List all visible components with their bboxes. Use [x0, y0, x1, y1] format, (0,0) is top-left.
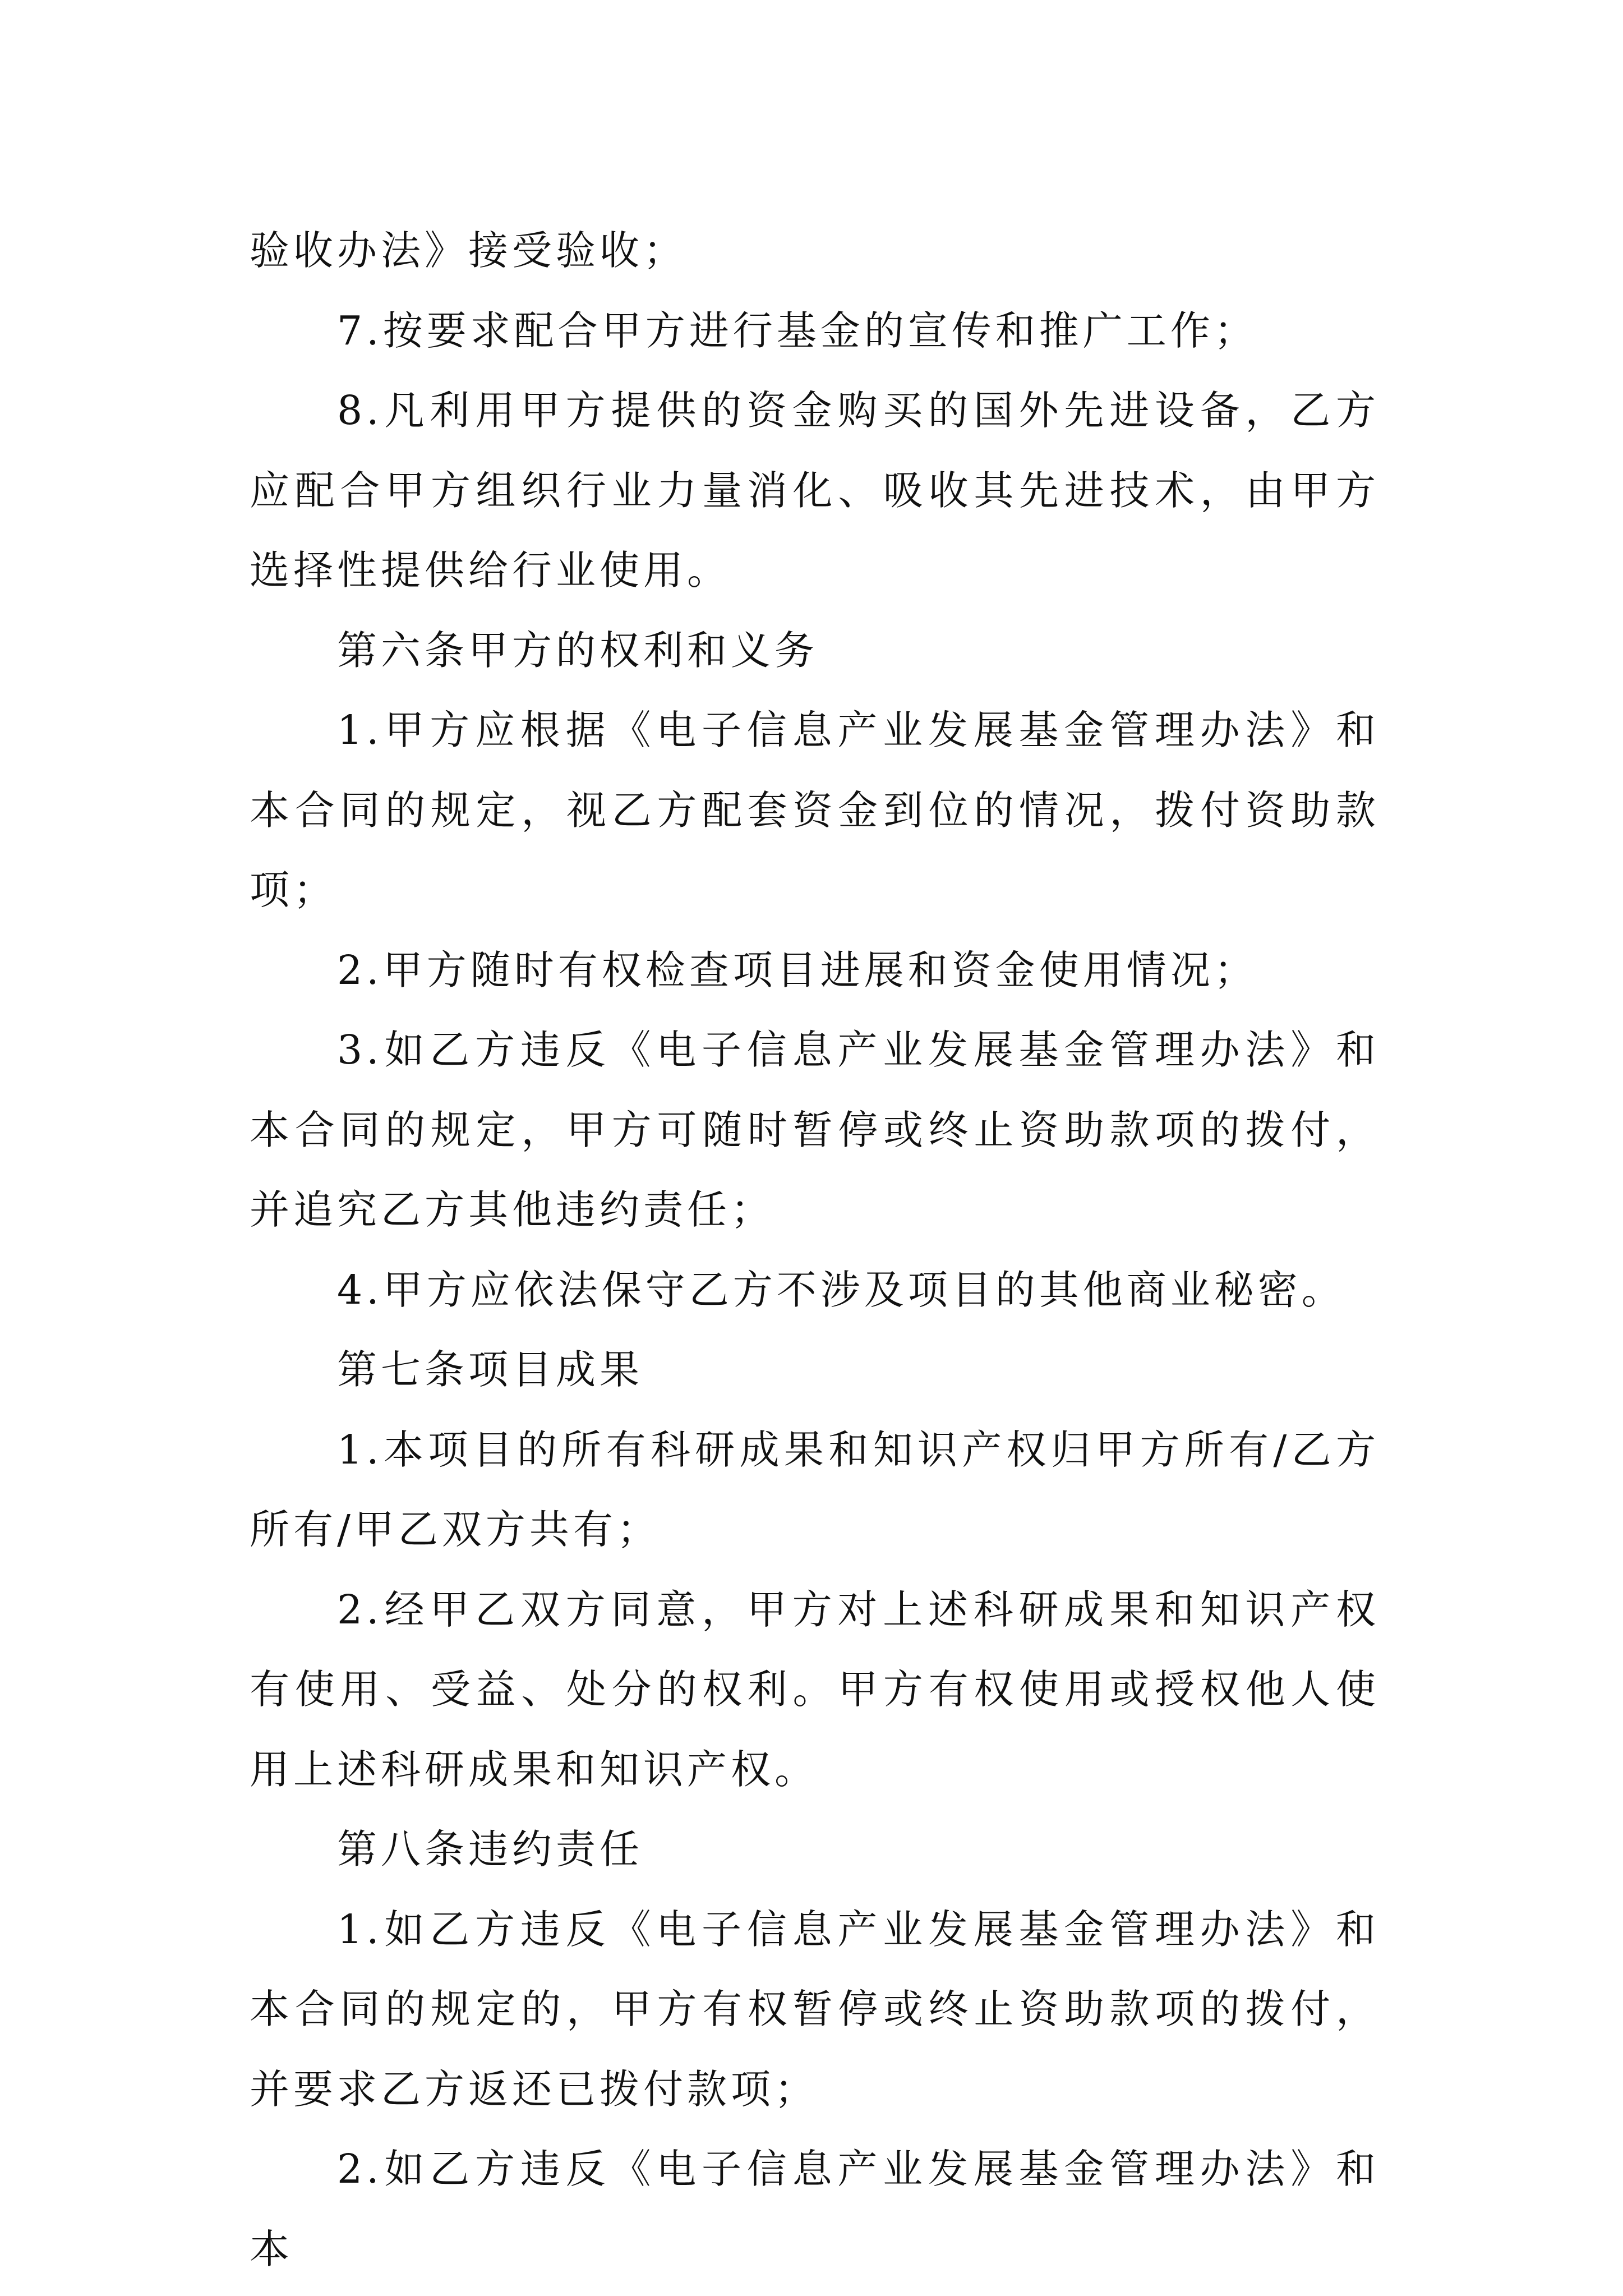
- paragraph-article-8-item-2: 2.如乙方违反《电子信息产业发展基金管理办法》和本: [250, 2146, 1380, 2272]
- paragraph-continuation: 验收办法》接受验收；: [250, 227, 688, 274]
- paragraph-item-8: 8.凡利用甲方提供的资金购买的国外先进设备，乙方应配合甲方组织行业力量消化、吸收其先进技术，由甲方选择性提供给行业使用。: [250, 387, 1380, 593]
- document-body: [250, 211, 1380, 2289]
- section-heading-article-7: 第七条项目成果: [337, 1346, 644, 1393]
- paragraph-article-6-item-2: 2.甲方随时有权检查项目进展和资金使用情况；: [337, 946, 1258, 993]
- paragraph-article-7-item-1: 1.本项目的所有科研成果和知识产权归甲方所有/乙方所有/甲乙双方共有；: [250, 1426, 1380, 1553]
- section-heading-article-6: 第六条甲方的权利和义务: [337, 627, 819, 674]
- paragraph-article-6-item-4: 4.甲方应依法保守乙方不涉及项目的其他商业秘密。: [337, 1266, 1345, 1313]
- paragraph-article-8-item-1: 1.如乙方违反《电子信息产业发展基金管理办法》和本合同的规定的，甲方有权暂停或终止资助款项的拨付，并要求乙方返还已拨付款项；: [250, 1906, 1380, 2113]
- paragraph-article-6-item-3: 3.如乙方违反《电子信息产业发展基金管理办法》和本合同的规定，甲方可随时暂停或终止资助款项的拨付，并追究乙方其他违约责任；: [250, 1027, 1380, 1233]
- paragraph-item-7: 7.按要求配合甲方进行基金的宣传和推广工作；: [337, 307, 1258, 354]
- paragraph-article-7-item-2: 2.经甲乙双方同意，甲方对上述科研成果和知识产权有使用、受益、处分的权利。甲方有权使用或授权他人使用上述科研成果和知识产权。: [250, 1586, 1380, 1793]
- section-heading-article-8: 第八条违约责任: [337, 1826, 644, 1872]
- paragraph-article-6-item-1: 1.甲方应根据《电子信息产业发展基金管理办法》和本合同的规定，视乙方配套资金到位的情况，拨付资助款项；: [250, 707, 1380, 913]
